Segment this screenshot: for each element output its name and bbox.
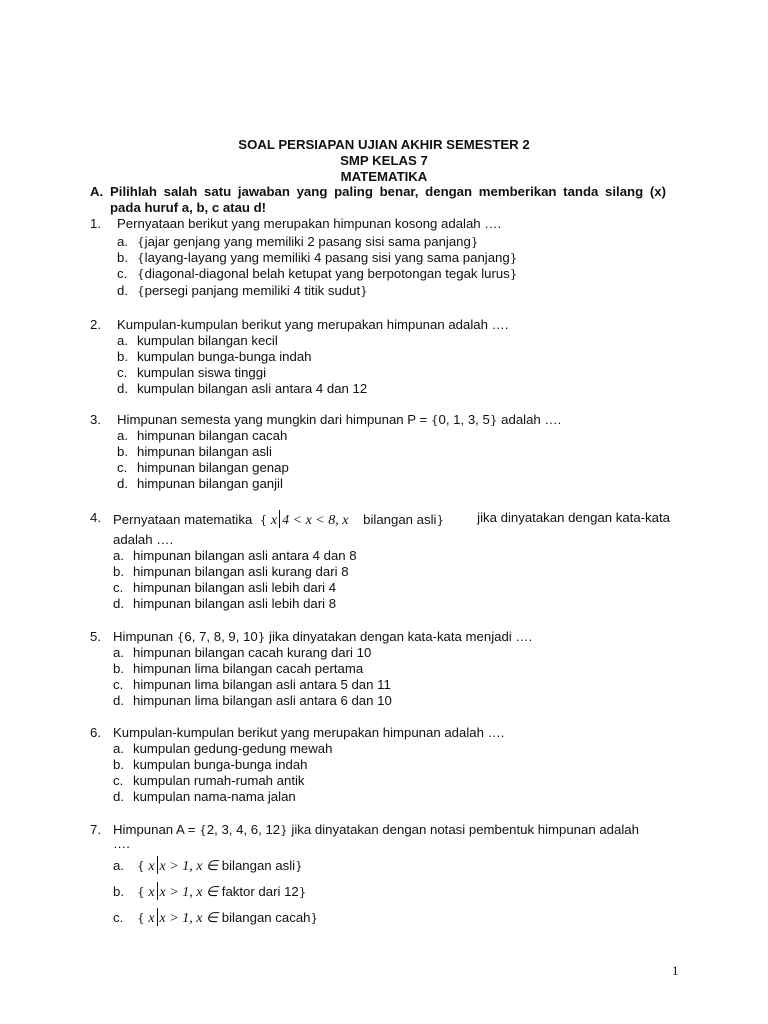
option-text: himpunan lima bilangan cacah pertama: [133, 661, 364, 676]
option-text: himpunan bilangan asli lebih dari 4: [133, 580, 337, 595]
class-label: SMP KELAS 7: [340, 153, 428, 168]
question-stem-continuation: ….: [113, 836, 130, 851]
instruction-line-2: pada huruf a, b, c atau d!: [110, 200, 267, 215]
option-text: kumpulan gedung-gedung mewah: [133, 741, 333, 756]
question-number: 2.: [90, 317, 101, 332]
question-number: 7.: [90, 822, 101, 837]
option-a[interactable]: a. {jajar genjang yang memiliki 2 pasang sisi sama panjang}: [117, 234, 479, 249]
option-b[interactable]: b. himpunan lima bilangan cacah pertama: [113, 661, 364, 676]
option-letter: a.: [117, 234, 128, 249]
option-c[interactable]: c. himpunan bilangan genap: [117, 460, 289, 475]
instruction-line-1: Pilihlah salah satu jawaban yang paling benar, dengan memberikan tanda silang (x): [110, 184, 666, 199]
option-text: bilangan asli: [221, 858, 296, 873]
option-b[interactable]: b. { x x > 1, x ∈ faktor dari 12}: [113, 884, 307, 900]
option-d[interactable]: d. kumpulan nama-nama jalan: [113, 789, 296, 804]
question-number: 6.: [90, 725, 101, 740]
set-builder-bar: [279, 510, 280, 528]
option-text: kumpulan siswa tinggi: [137, 365, 267, 380]
option-text: bilangan cacah: [221, 910, 311, 925]
option-c[interactable]: c. { x x > 1, x ∈ bilangan cacah}: [113, 910, 319, 926]
set-variable: x: [270, 513, 278, 528]
option-c[interactable]: c. himpunan lima bilangan asli antara 5 dan 11: [113, 677, 391, 692]
option-text: kumpulan bilangan asli antara 4 dan 12: [137, 381, 368, 396]
page-number: 1: [672, 963, 679, 978]
option-c[interactable]: c. {diagonal-diagonal belah ketupat yang berpotongan tegak lurus}: [117, 266, 518, 281]
option-text: kumpulan rumah-rumah antik: [133, 773, 305, 788]
question-stem: Himpunan A = {2, 3, 4, 6, 12} jika dinyatakan dengan notasi pembentuk himpunan adalah: [113, 822, 639, 837]
option-d[interactable]: d. himpunan bilangan ganjil: [117, 476, 283, 491]
question-number: 1.: [90, 216, 101, 231]
option-a[interactable]: a. himpunan bilangan cacah kurang dari 10: [113, 645, 372, 660]
question-stem: Kumpulan-kumpulan berikut yang merupakan himpunan adalah ….: [117, 317, 509, 332]
option-b[interactable]: b. kumpulan bunga-bunga indah: [117, 349, 312, 364]
option-b[interactable]: b. {layang-layang yang memiliki 4 pasang sisi yang sama panjang}: [117, 250, 518, 265]
option-text: kumpulan bilangan kecil: [137, 333, 278, 348]
option-b[interactable]: b. himpunan bilangan asli kurang dari 8: [113, 564, 349, 579]
set-condition: 4 < x < 8, x: [282, 513, 349, 528]
option-text: layang-layang yang memiliki 4 pasang sisi yang sama panjang: [144, 250, 510, 265]
option-letter: d.: [117, 283, 128, 298]
document-title: SOAL PERSIAPAN UJIAN AKHIR SEMESTER 2: [238, 137, 530, 152]
option-d[interactable]: d. himpunan lima bilangan asli antara 6 dan 10: [113, 693, 392, 708]
question-number: 3.: [90, 412, 101, 427]
option-text: kumpulan bunga-bunga indah: [137, 349, 312, 364]
option-text: kumpulan bunga-bunga indah: [133, 757, 308, 772]
option-a[interactable]: a. himpunan bilangan asli antara 4 dan 8: [113, 548, 357, 563]
option-a[interactable]: a. kumpulan bilangan kecil: [117, 333, 278, 348]
option-text: persegi panjang memiliki 4 titik sudut: [144, 283, 361, 298]
option-c[interactable]: c. himpunan bilangan asli lebih dari 4: [113, 580, 337, 595]
option-text: himpunan bilangan asli antara 4 dan 8: [133, 548, 357, 563]
option-text: himpunan lima bilangan asli antara 5 dan 11: [133, 677, 391, 692]
question-stem: Pernyataan berikut yang merupakan himpunan kosong adalah ….: [117, 216, 502, 231]
question-number: 5.: [90, 629, 101, 644]
option-text: himpunan bilangan ganjil: [137, 476, 283, 491]
question-number: 4.: [90, 510, 101, 525]
question-stem: Pernyataan matematika { x 4 < x < 8, x bilangan asli} jika dinyatakan dengan kata-kata: [113, 510, 670, 528]
question-stem: Kumpulan-kumpulan berikut yang merupakan himpunan adalah ….: [113, 725, 505, 740]
question-stem: Himpunan {6, 7, 8, 9, 10} jika dinyatakan dengan kata-kata menjadi ….: [113, 629, 533, 644]
question-stem: Himpunan semesta yang mungkin dari himpunan P = {0, 1, 3, 5} adalah ….: [117, 412, 562, 427]
option-text: himpunan bilangan genap: [137, 460, 289, 475]
option-d[interactable]: d. {persegi panjang memiliki 4 titik sudut}: [117, 283, 368, 298]
option-d[interactable]: d. himpunan bilangan asli lebih dari 8: [113, 596, 337, 611]
option-text: himpunan bilangan cacah: [137, 428, 288, 443]
option-text: faktor dari 12: [221, 884, 299, 899]
option-b[interactable]: b. kumpulan bunga-bunga indah: [113, 757, 308, 772]
question-stem-continuation: adalah ….: [113, 532, 174, 547]
option-letter: c.: [117, 266, 128, 281]
option-d[interactable]: d. kumpulan bilangan asli antara 4 dan 12: [117, 381, 368, 396]
option-text: himpunan bilangan asli: [137, 444, 272, 459]
option-text: kumpulan nama-nama jalan: [133, 789, 296, 804]
option-c[interactable]: c. kumpulan rumah-rumah antik: [113, 773, 305, 788]
option-text: himpunan bilangan asli kurang dari 8: [133, 564, 349, 579]
option-a[interactable]: a. himpunan bilangan cacah: [117, 428, 288, 443]
option-c[interactable]: c. kumpulan siswa tinggi: [117, 365, 267, 380]
option-text: himpunan lima bilangan asli antara 6 dan 10: [133, 693, 392, 708]
subject-label: MATEMATIKA: [340, 169, 428, 184]
option-a[interactable]: a. kumpulan gedung-gedung mewah: [113, 741, 333, 756]
option-text: himpunan bilangan asli lebih dari 8: [133, 596, 337, 611]
option-text: jajar genjang yang memiliki 2 pasang sisi sama panjang: [144, 234, 471, 249]
section-marker: A.: [90, 184, 104, 199]
option-b[interactable]: b. himpunan bilangan asli: [117, 444, 272, 459]
option-text: himpunan bilangan cacah kurang dari 10: [133, 645, 372, 660]
option-letter: b.: [117, 250, 128, 265]
option-a[interactable]: a. { x x > 1, x ∈ bilangan asli}: [113, 858, 303, 874]
option-text: diagonal-diagonal belah ketupat yang berpotongan tegak lurus: [144, 266, 510, 281]
